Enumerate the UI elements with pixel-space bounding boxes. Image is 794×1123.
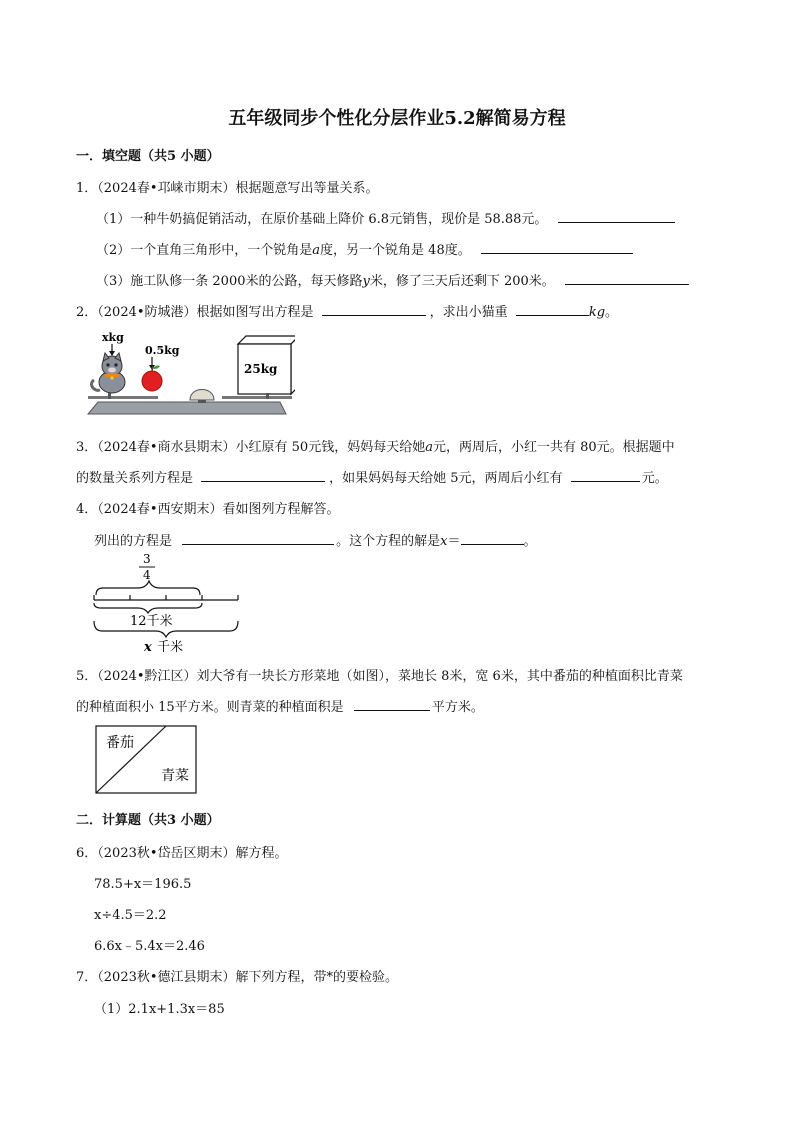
answer-blank[interactable] [558,210,675,223]
balance-scale-figure [80,326,295,424]
answer-blank[interactable] [182,532,334,545]
tomato-label: 番茄 [106,735,134,751]
fraction-denominator: 4 [143,568,151,582]
answer-blank[interactable] [571,469,640,482]
segment-diagram [88,548,243,658]
question-1-part-2: （2）一个直角三角形中，一个锐角是a度，另一个锐角是 48度。 [96,239,633,258]
greens-label: 青菜 [161,768,189,784]
apple-weight-label: 0.5kg [145,344,180,357]
answer-blank[interactable] [201,469,325,482]
question-4-stem: 4．（2024春•西安期末）看如图列方程解答。 [76,502,340,517]
answer-blank[interactable] [516,303,589,316]
page-title: 五年级同步个性化分层作业5.2解简易方程 [228,108,566,129]
middle-brace [94,603,202,613]
equation-1: 78.5+x＝196.5 [94,877,192,892]
vegetable-field-figure [95,725,198,795]
answer-blank[interactable] [354,698,430,711]
question-1-stem: 1．（2024春•邛崃市期末）根据题意写出等量关系。 [76,181,379,196]
answer-blank[interactable] [481,241,633,254]
cat-icon [92,353,125,393]
twelve-km-label: 12千米 [130,614,173,629]
section-heading-calculation: 二．计算题（共3 小题） [76,813,220,828]
fraction-numerator: 3 [143,552,151,566]
question-1-part-1: （1）一种牛奶搞促销活动，在原价基础上降价 6.8元销售，现价是 58.88元。 [96,208,675,227]
question-5-line-2: 的种植面积小 15平方米。则青菜的种植面积是 平方米。 [76,700,484,715]
x-label: x [144,640,152,655]
arrow-head-icon [109,351,115,356]
question-3-line-1: 3．（2024春•商水县期末）小红原有 50元钱，妈妈每天给她a元，两周后，小红一共有 80元。根据题中 [76,440,675,455]
question-2: 2．（2024•防城港）根据如图写出方程是 ，求出小猫重 kg。 [76,305,619,320]
equation-2: x÷4.5＝2.2 [94,908,167,923]
cat-weight-label: xkg [102,331,124,344]
answer-blank[interactable] [322,303,426,316]
top-brace [96,581,200,595]
apple-icon [142,366,162,392]
question-1-part-3: （3）施工队修一条 2000米的公路，每天修路y米，修了三天后还剩下 200米。 [96,270,689,289]
answer-blank[interactable] [565,272,689,285]
km-label: 千米 [157,640,184,655]
question-5-line-1: 5．（2024•黔江区）刘大爷有一块长方形菜地（如图），菜地长 8米，宽 6米，其中番茄的种植面积比青菜 [76,669,683,684]
question-7-stem: 7．（2023秋•德江县期末）解下列方程，带*的要检验。 [76,970,399,985]
equation-7-1: （1）2.1x+1.3x＝85 [94,1002,225,1017]
box-weight-label: 25kg [244,362,278,376]
equation-3: 6.6x﹣5.4x＝2.46 [94,939,205,954]
question-6-stem: 6．（2023秋•岱岳区期末）解方程。 [76,846,288,861]
question-4-line: 列出的方程是 。这个方程的解是x＝ 。 [94,534,537,549]
answer-blank[interactable] [461,532,524,545]
section-heading-fill-in: 一．填空题（共5 小题） [76,149,220,164]
question-3-line-2: 的数量关系列方程是 ，如果妈妈每天给她 5元，两周后小红有 元。 [76,471,668,486]
